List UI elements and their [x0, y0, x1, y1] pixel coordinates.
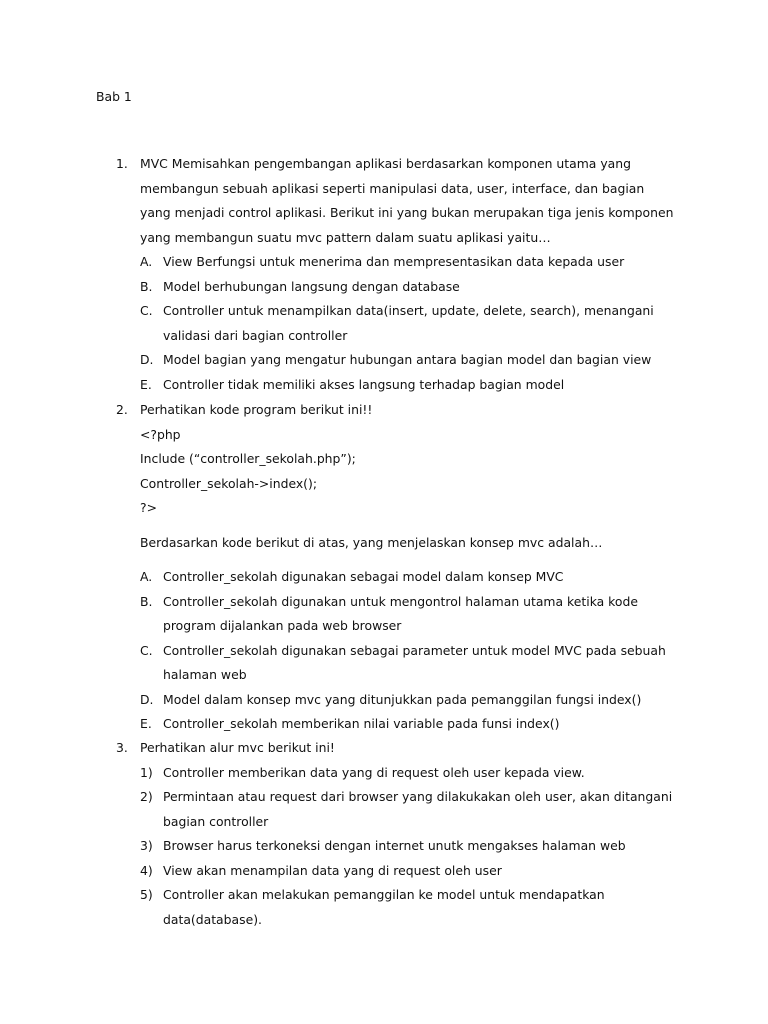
step-4 [140, 859, 676, 884]
step-3 [140, 834, 676, 859]
code-line: Controller_sekolah->index(); [140, 475, 318, 491]
code-line: Include (“controller_sekolah.php”); [140, 451, 356, 466]
option-label: D. [140, 691, 154, 707]
option-text: Controller tidak memiliki akses langsung terhadap bagian model [163, 376, 565, 392]
option-label: B. [140, 278, 153, 294]
option-label: A. [140, 569, 153, 584]
step-text: Permintaan atau request dari browser yang dilakukakan oleh user, akan ditangani bagian controller [163, 789, 673, 829]
step-label: 1) [140, 764, 153, 780]
question-number: 3. [116, 740, 128, 755]
step-text: Controller memberikan data yang di request oleh user kepada view. [163, 764, 585, 780]
code-line: <?php [140, 426, 181, 442]
option-d [140, 688, 676, 713]
option-label: D. [140, 352, 154, 367]
question-2 [116, 398, 676, 737]
option-e [140, 712, 676, 737]
option-text: Controller untuk menampilkan data(insert, update, delete, search), menangani validasi dari bagian controller [163, 303, 654, 343]
question-text: Perhatikan kode program berikut ini!! [140, 402, 373, 417]
step-label: 3) [140, 838, 153, 853]
step-text: View akan menampilan data yang di request oleh user [163, 862, 502, 878]
option-text: Controller_sekolah memberikan nilai variable pada funsi index() [163, 716, 560, 731]
option-c [140, 639, 676, 688]
option-text: Controller_sekolah digunakan sebagai parameter untuk model MVC pada sebuah halaman web [163, 642, 666, 682]
option-text: View Berfungsi untuk menerima dan mempresentasikan data kepada user [163, 254, 625, 269]
question-3 [116, 736, 676, 932]
question-1 [116, 152, 676, 397]
option-b [140, 590, 676, 639]
question-text: Perhatikan alur mvc berikut ini! [140, 740, 335, 755]
option-label: A. [140, 254, 153, 269]
question-prompt: Berdasarkan kode berikut di atas, yang menjelaskan konsep mvc adalah… [140, 534, 603, 550]
option-label: C. [140, 642, 153, 658]
option-text: Controller_sekolah digunakan untuk mengontrol halaman utama ketika kode program dijalankan pada web browser [163, 593, 638, 633]
option-label: E. [140, 376, 152, 392]
option-label: B. [140, 593, 153, 609]
option-d [140, 348, 676, 373]
option-text: Model bagian yang mengatur hubungan antara bagian model dan bagian view [163, 352, 652, 367]
option-label: C. [140, 303, 153, 318]
step-label: 4) [140, 862, 153, 878]
option-a [140, 565, 676, 590]
option-c [140, 299, 676, 348]
step-label: 5) [140, 887, 153, 902]
step-text: Browser harus terkoneksi dengan internet unutk mengakses halaman web [163, 838, 626, 853]
question-text: MVC Memisahkan pengembangan aplikasi berdasarkan komponen utama yang membangun sebuah aplikasi seperti manipulasi data, user, interface, dan bagian yang menjadi control aplikasi. Berikut ini yang bukan merupakan tiga jenis komponen yang membangun suatu mvc pattern dalam suatu aplikasi yaitu… [140, 156, 674, 245]
step-1 [140, 761, 676, 786]
question-number: 2. [116, 402, 128, 417]
step-text: Controller akan melakukan pemanggilan ke model untuk mendapatkan data(database). [163, 887, 605, 927]
option-label: E. [140, 716, 152, 731]
code-line: ?> [140, 500, 157, 515]
option-b [140, 275, 676, 300]
step-2 [140, 785, 676, 834]
option-text: Controller_sekolah digunakan sebagai model dalam konsep MVC [163, 569, 564, 584]
option-a [140, 250, 676, 275]
option-e [140, 373, 676, 398]
question-number: 1. [116, 156, 128, 171]
option-text: Model dalam konsep mvc yang ditunjukkan pada pemanggilan fungsi index() [163, 691, 642, 707]
step-5 [140, 883, 676, 932]
step-label: 2) [140, 789, 153, 804]
chapter-title: Bab 1 [96, 89, 132, 104]
option-text: Model berhubungan langsung dengan database [163, 278, 460, 294]
